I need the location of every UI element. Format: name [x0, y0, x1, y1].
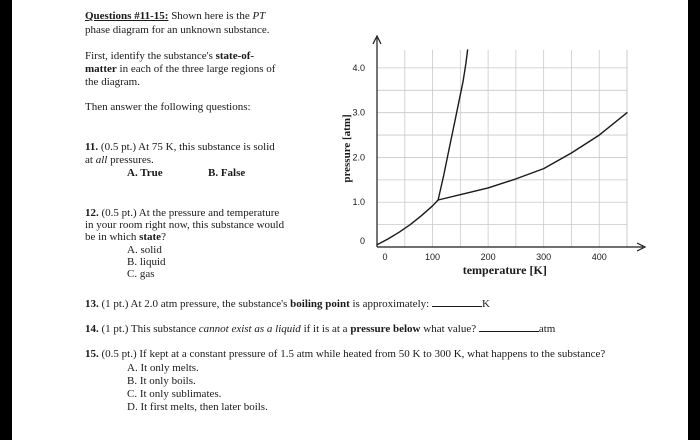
q12-line-3: be in which state? — [85, 231, 166, 243]
x-tick-label: 400 — [591, 252, 607, 262]
y-tick-label: 4.0 — [352, 62, 365, 73]
q12-option-c[interactable]: C. gas — [127, 268, 155, 280]
y-tick-label: 0 — [359, 236, 365, 246]
x-axis-label: temperature [K] — [462, 263, 547, 277]
q12-line-2: in your room right now, this substance would — [85, 219, 285, 231]
y-tick-label: 2.0 — [352, 152, 365, 163]
q15-option-c[interactable]: C. It only sublimates. — [127, 388, 222, 400]
q12-line-1: 12. (0.5 pt.) At the pressure and temperature — [85, 207, 280, 219]
q11-option-a[interactable]: A. True — [127, 167, 163, 179]
instructions-line-4: Then answer the following questions: — [85, 101, 251, 113]
q15-option-a[interactable]: A. It only melts. — [127, 362, 199, 374]
q11-line-1: 11. (0.5 pt.) At 75 K, this substance is solid — [85, 141, 275, 153]
phase-diagram-chart — [12, 0, 688, 300]
questions-label: Questions #11-15: — [85, 10, 169, 22]
y-axis-label: pressure [atm] — [341, 114, 353, 183]
instructions-line-2: matter in each of the three large regions of — [85, 63, 276, 75]
header-line-2: phase diagram for an unknown substance. — [85, 24, 270, 36]
q15-option-d[interactable]: D. It first melts, then later boils. — [127, 401, 268, 413]
sublimation-curve — [377, 200, 438, 245]
q11-line-2: at all pressures. — [85, 154, 154, 166]
vaporization-curve — [438, 113, 627, 200]
x-tick-label: 300 — [536, 252, 552, 262]
q14-answer-blank[interactable] — [479, 322, 539, 332]
y-tick-label: 1.0 — [352, 197, 365, 208]
y-tick-label: 3.0 — [352, 107, 365, 118]
worksheet-page — [12, 0, 688, 440]
q11-option-b[interactable]: B. False — [208, 167, 246, 179]
melting-curve — [438, 50, 468, 200]
header-line-1: Questions #11-15: Shown here is the PT — [85, 10, 266, 22]
q15-option-b[interactable]: B. It only boils. — [127, 375, 196, 387]
q15-line: 15. (0.5 pt.) If kept at a constant pressure of 1.5 atm while heated from 50 K to 300 K, what happens to the substance? — [85, 348, 606, 360]
q12-option-b[interactable]: B. liquid — [127, 256, 166, 268]
instructions-line-1: First, identify the substance's state-of- — [85, 50, 255, 62]
q13-line: 13. (1 pt.) At 2.0 atm pressure, the substance's boiling point is approximately: K — [85, 298, 490, 310]
x-tick-label: 100 — [425, 252, 441, 262]
x-tick-label: 200 — [480, 252, 496, 262]
q14-line: 14. (1 pt.) This substance cannot exist as a liquid if it is at a pressure below what value? atm — [85, 323, 556, 335]
instructions-line-3: the diagram. — [85, 76, 140, 88]
x-tick-label: 0 — [382, 252, 388, 262]
q12-option-a[interactable]: A. solid — [127, 244, 162, 256]
